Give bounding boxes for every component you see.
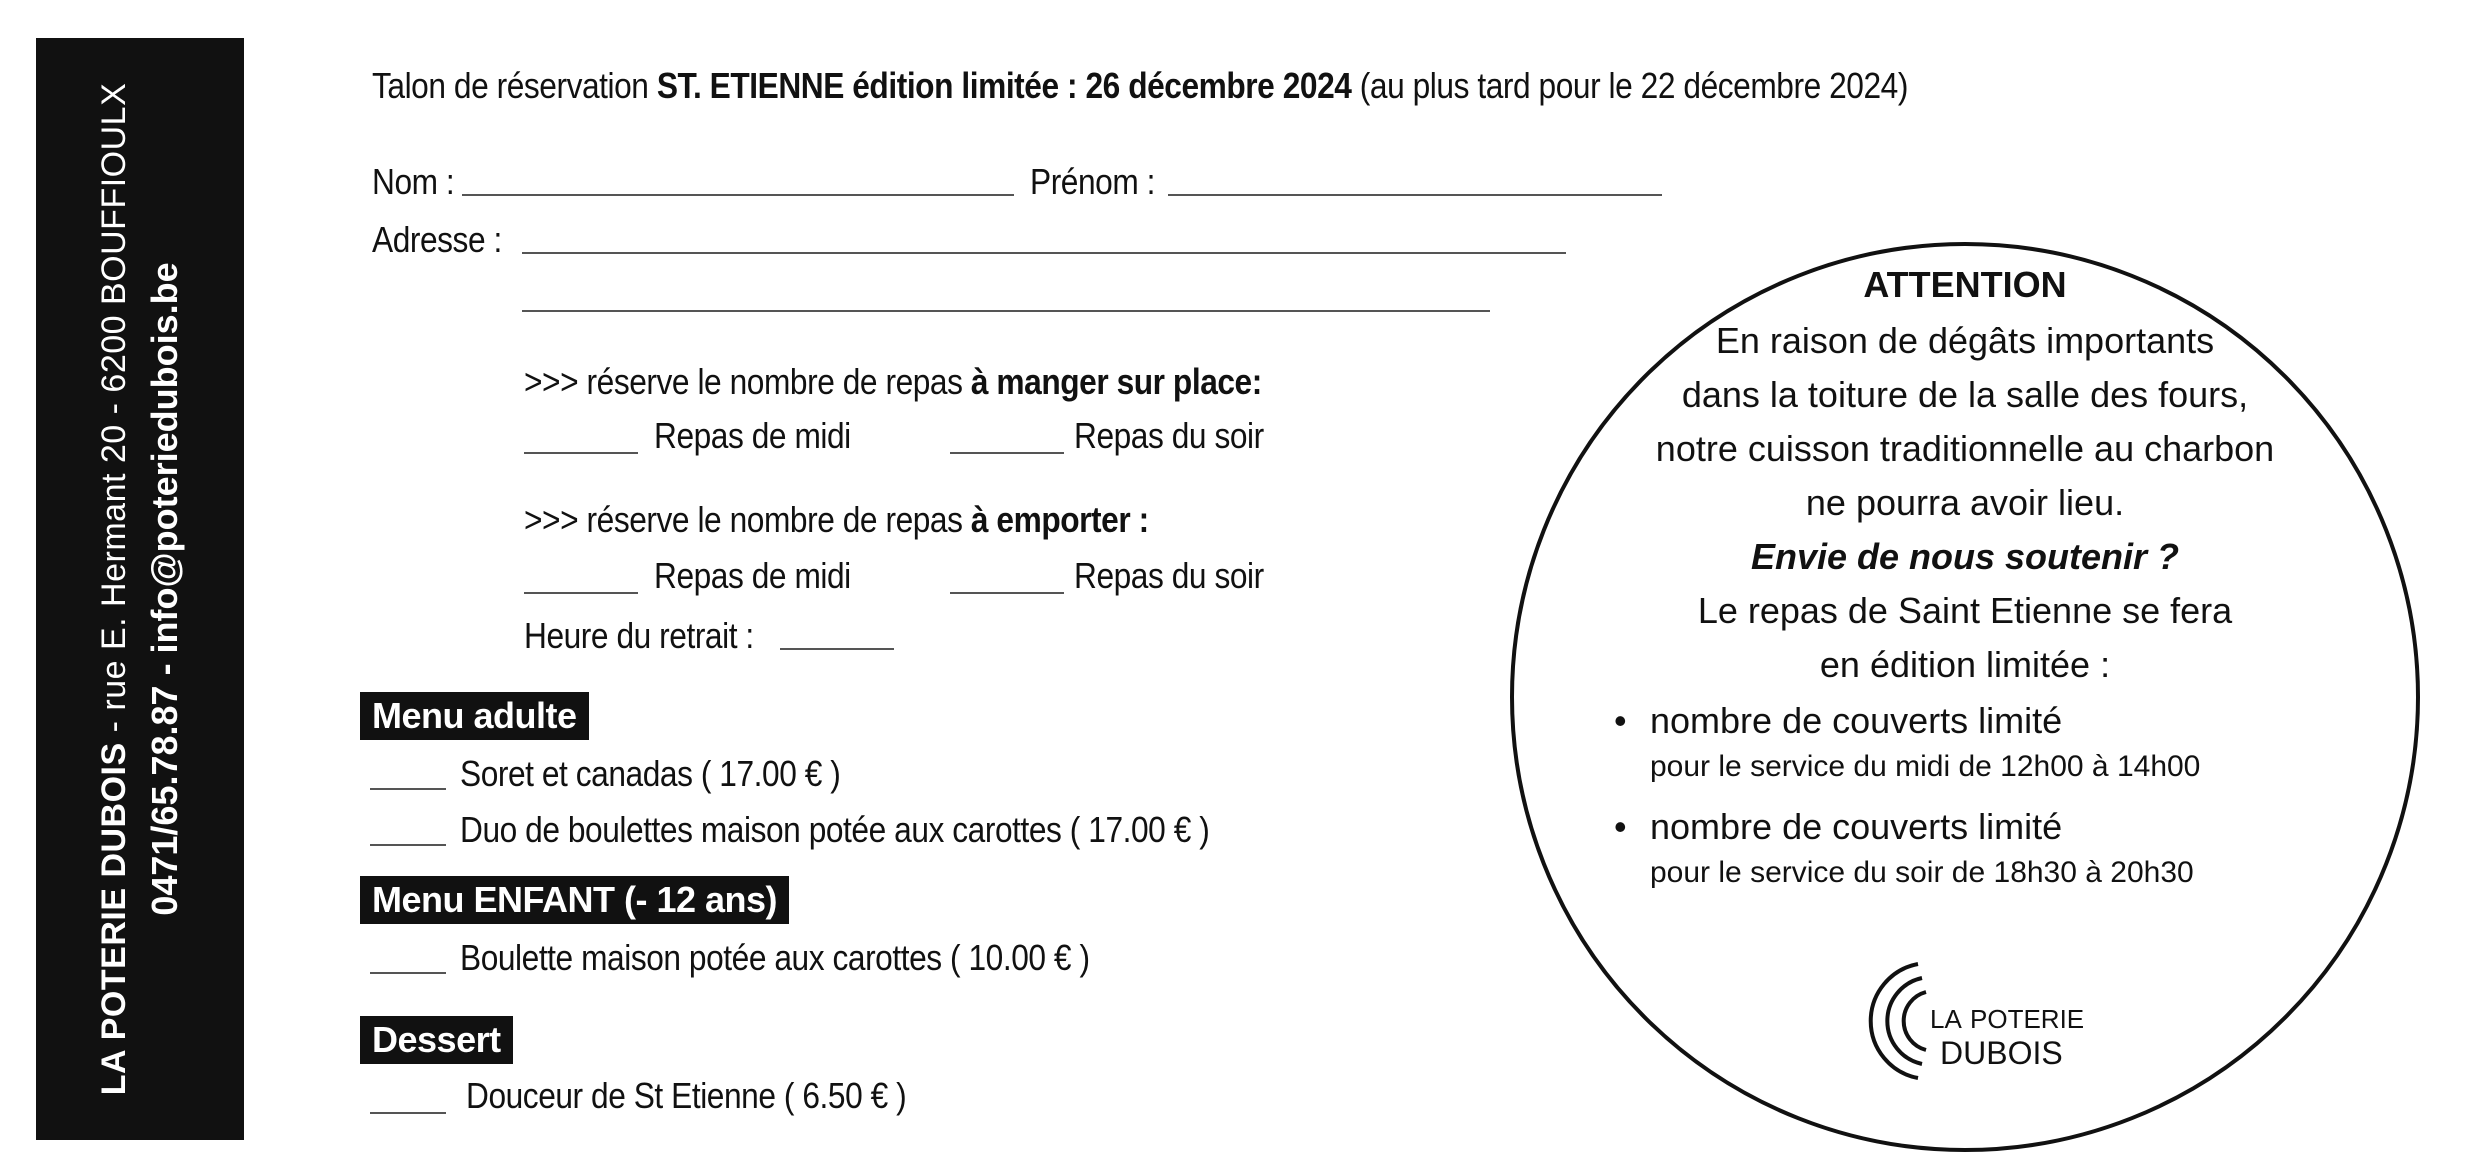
menu-enfant-tag: Menu ENFANT (- 12 ans) xyxy=(360,876,789,924)
company-address: - rue E. Hermant 20 - 6200 BOUFFIOULX xyxy=(94,82,133,743)
menu-enfant-item-1-qty[interactable] xyxy=(370,972,446,974)
sidebar-text xyxy=(50,59,230,1119)
logo-arcs-icon xyxy=(1848,946,2108,1096)
logo-la: LA xyxy=(1930,1004,1962,1034)
menu-adulte-item-2-qty[interactable] xyxy=(370,844,446,846)
sur-place-soir-label: Repas du soir xyxy=(1074,415,1264,456)
sur-place-intro-bold: à manger sur place: xyxy=(970,361,1262,402)
sur-place-intro xyxy=(524,361,1262,402)
header-prefix: Talon de réservation xyxy=(372,65,657,106)
header-deadline: (au plus tard pour le 22 décembre 2024) xyxy=(1351,65,1908,106)
notice-bullet-1-sub: pour le service du midi de 12h00 à 14h00 xyxy=(1650,750,2201,783)
notice-line-6: en édition limitée : xyxy=(1819,644,2111,685)
emporter-midi-label: Repas de midi xyxy=(654,555,851,596)
sidebar-address-line xyxy=(95,83,134,1096)
prenom-field[interactable] xyxy=(1168,194,1662,196)
logo-poterie: POTERIE xyxy=(1970,1004,2085,1034)
emporter-intro-text: >>> réserve le nombre de repas xyxy=(524,499,971,540)
company-contact: 0471/65.78.87 - info@poteriedubois.be xyxy=(143,262,185,916)
emporter-midi-field[interactable] xyxy=(524,592,638,594)
retrait-field[interactable] xyxy=(780,648,894,650)
sur-place-midi-label: Repas de midi xyxy=(654,415,851,456)
emporter-intro-bold: à emporter : xyxy=(970,499,1149,540)
menu-adulte-item-1: Soret et canadas ( 17.00 € ) xyxy=(460,753,841,794)
notice-bullet-2-main: nombre de couverts limité xyxy=(1650,806,2063,847)
menu-adulte-tag: Menu adulte xyxy=(360,692,589,740)
menu-adulte-item-2: Duo de boulettes maison potée aux carottes ( 17.00 € ) xyxy=(460,809,1210,850)
notice-support: Envie de nous soutenir ? xyxy=(1750,536,2180,577)
emporter-soir-label: Repas du soir xyxy=(1074,555,1264,596)
emporter-intro xyxy=(524,499,1149,540)
nom-field[interactable] xyxy=(462,194,1014,196)
retrait-label: Heure du retrait : xyxy=(524,615,754,656)
sur-place-soir-field[interactable] xyxy=(950,452,1064,454)
notice-line-4: ne pourra avoir lieu. xyxy=(1805,482,2125,523)
notice-line-1: En raison de dégâts importants xyxy=(1715,320,2215,361)
company-name: LA POTERIE DUBOIS xyxy=(94,742,133,1096)
emporter-soir-field[interactable] xyxy=(950,592,1064,594)
notice-bullet-1-main: nombre de couverts limité xyxy=(1650,700,2063,741)
form-header xyxy=(372,65,1908,106)
attention-notice xyxy=(1510,242,2420,1152)
dessert-item-1: Douceur de St Etienne ( 6.50 € ) xyxy=(466,1075,907,1116)
notice-line-5: Le repas de Saint Etienne se fera xyxy=(1697,590,2233,631)
poterie-dubois-logo xyxy=(1848,946,2108,1096)
notice-bullet-2-sub: pour le service du soir de 18h30 à 20h30 xyxy=(1650,856,2194,889)
notice-line-3: notre cuisson traditionnelle au charbon xyxy=(1655,428,2275,469)
sur-place-midi-field[interactable] xyxy=(524,452,638,454)
adresse-field-2[interactable] xyxy=(522,310,1490,312)
prenom-label: Prénom : xyxy=(1030,161,1156,202)
menu-enfant-item-1: Boulette maison potée aux carottes ( 10.00 € ) xyxy=(460,937,1090,978)
sidebar-banner xyxy=(36,38,244,1140)
notice-line-2: dans la toiture de la salle des fours, xyxy=(1681,374,2249,415)
nom-label: Nom : xyxy=(372,161,455,202)
dessert-tag: Dessert xyxy=(360,1016,513,1064)
notice-title: ATTENTION xyxy=(1863,264,2067,305)
header-event: ST. ETIENNE édition limitée : 26 décembre 2024 xyxy=(656,65,1352,106)
logo-dubois: DUBOIS xyxy=(1940,1035,2063,1071)
adresse-field-1[interactable] xyxy=(522,252,1566,254)
bullet-icon: • xyxy=(1614,700,1627,741)
adresse-label: Adresse : xyxy=(372,219,502,260)
sur-place-intro-text: >>> réserve le nombre de repas xyxy=(524,361,971,402)
dessert-item-1-qty[interactable] xyxy=(370,1112,446,1114)
bullet-icon: • xyxy=(1614,806,1627,847)
menu-adulte-item-1-qty[interactable] xyxy=(370,788,446,790)
